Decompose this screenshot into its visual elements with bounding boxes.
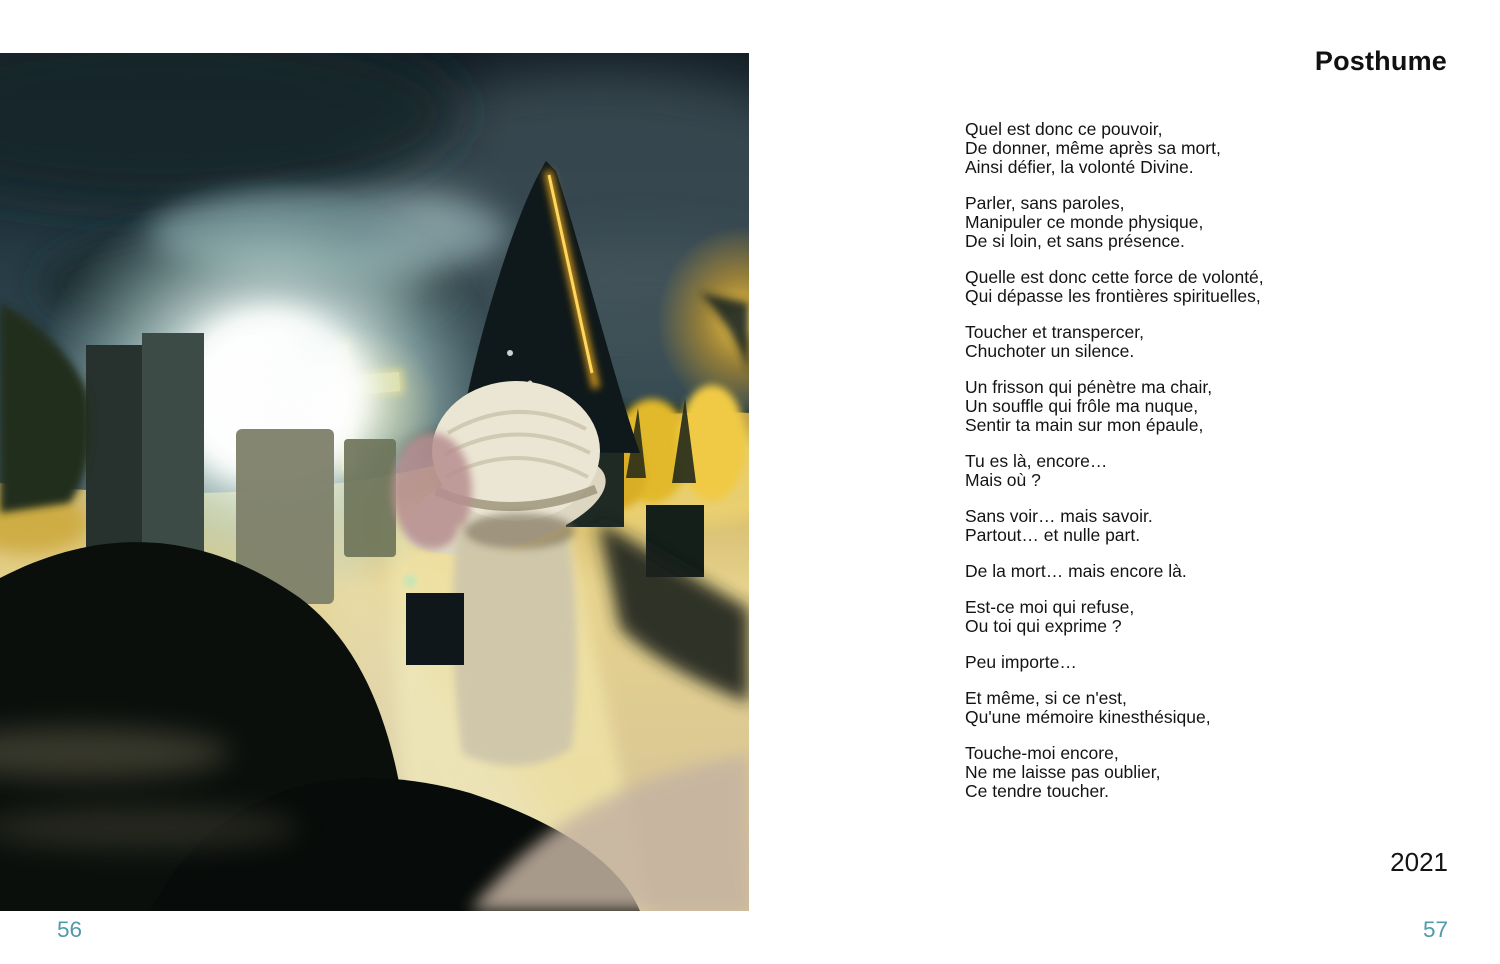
- small-post: [406, 593, 464, 665]
- figure-body: [453, 523, 577, 766]
- green-glint: [405, 576, 415, 586]
- cemetery-photo: [0, 53, 749, 911]
- poem-line: Manipuler ce monde physique,: [965, 212, 1204, 232]
- poem-stanza: [965, 507, 1435, 545]
- poem-line: Et même, si ce n'est,: [965, 688, 1127, 708]
- poem-stanza: [965, 194, 1435, 251]
- poem-stanza: [965, 452, 1435, 490]
- poem-line: Ainsi défier, la volonté Divine.: [965, 157, 1194, 177]
- figure-neck-shadow: [465, 513, 575, 549]
- poem-line: Ou toi qui exprime ?: [965, 616, 1122, 636]
- poem-line: Tu es là, encore…: [965, 451, 1108, 471]
- poem-stanza: [965, 268, 1435, 306]
- poem-line: Partout… et nulle part.: [965, 525, 1141, 545]
- poem-line: Parler, sans paroles,: [965, 193, 1125, 213]
- poem-line: De si loin, et sans présence.: [965, 231, 1185, 251]
- poem-line: Est-ce moi qui refuse,: [965, 597, 1135, 617]
- poem-line: De la mort… mais encore là.: [965, 561, 1187, 581]
- poem-stanza: [965, 653, 1435, 672]
- poem-title: Posthume: [1314, 46, 1447, 76]
- poem-line: Chuchoter un silence.: [965, 341, 1135, 361]
- poem-line: Ce tendre toucher.: [965, 781, 1109, 801]
- poem-line: Sans voir… mais savoir.: [965, 506, 1153, 526]
- poem-line: Quel est donc ce pouvoir,: [965, 119, 1163, 139]
- poem-stanza: [965, 744, 1435, 801]
- poem-line: Mais où ?: [965, 470, 1041, 490]
- right-page-number: 57: [1422, 917, 1448, 942]
- poem-line: Ne me laisse pas oublier,: [965, 762, 1161, 782]
- poem-stanza: [965, 562, 1435, 581]
- poem-stanza: [965, 120, 1435, 177]
- poem-line: Qu'une mémoire kinesthésique,: [965, 707, 1211, 727]
- poem-year: 2021: [1390, 847, 1448, 877]
- poem-stanza: [965, 378, 1435, 435]
- poem-line: Touche-moi encore,: [965, 743, 1119, 763]
- poem-stanza: [965, 689, 1435, 727]
- poem-line: Qui dépasse les frontières spirituelles,: [965, 286, 1261, 306]
- gravestone: [344, 439, 396, 557]
- poem-line: De donner, même après sa mort,: [965, 138, 1221, 158]
- poem-line: Un frisson qui pénètre ma chair,: [965, 377, 1213, 397]
- left-page-number: 56: [57, 917, 83, 942]
- poem-line: Un souffle qui frôle ma nuque,: [965, 396, 1199, 416]
- poem-stanza: [965, 598, 1435, 636]
- poem-body: [965, 120, 1435, 818]
- poem-line: Toucher et transpercer,: [965, 322, 1144, 342]
- poem-line: Sentir ta main sur mon épaule,: [965, 415, 1204, 435]
- poem-stanza: [965, 323, 1435, 361]
- poem-line: Quelle est donc cette force de volonté,: [965, 267, 1264, 287]
- poem-line: Peu importe…: [965, 652, 1077, 672]
